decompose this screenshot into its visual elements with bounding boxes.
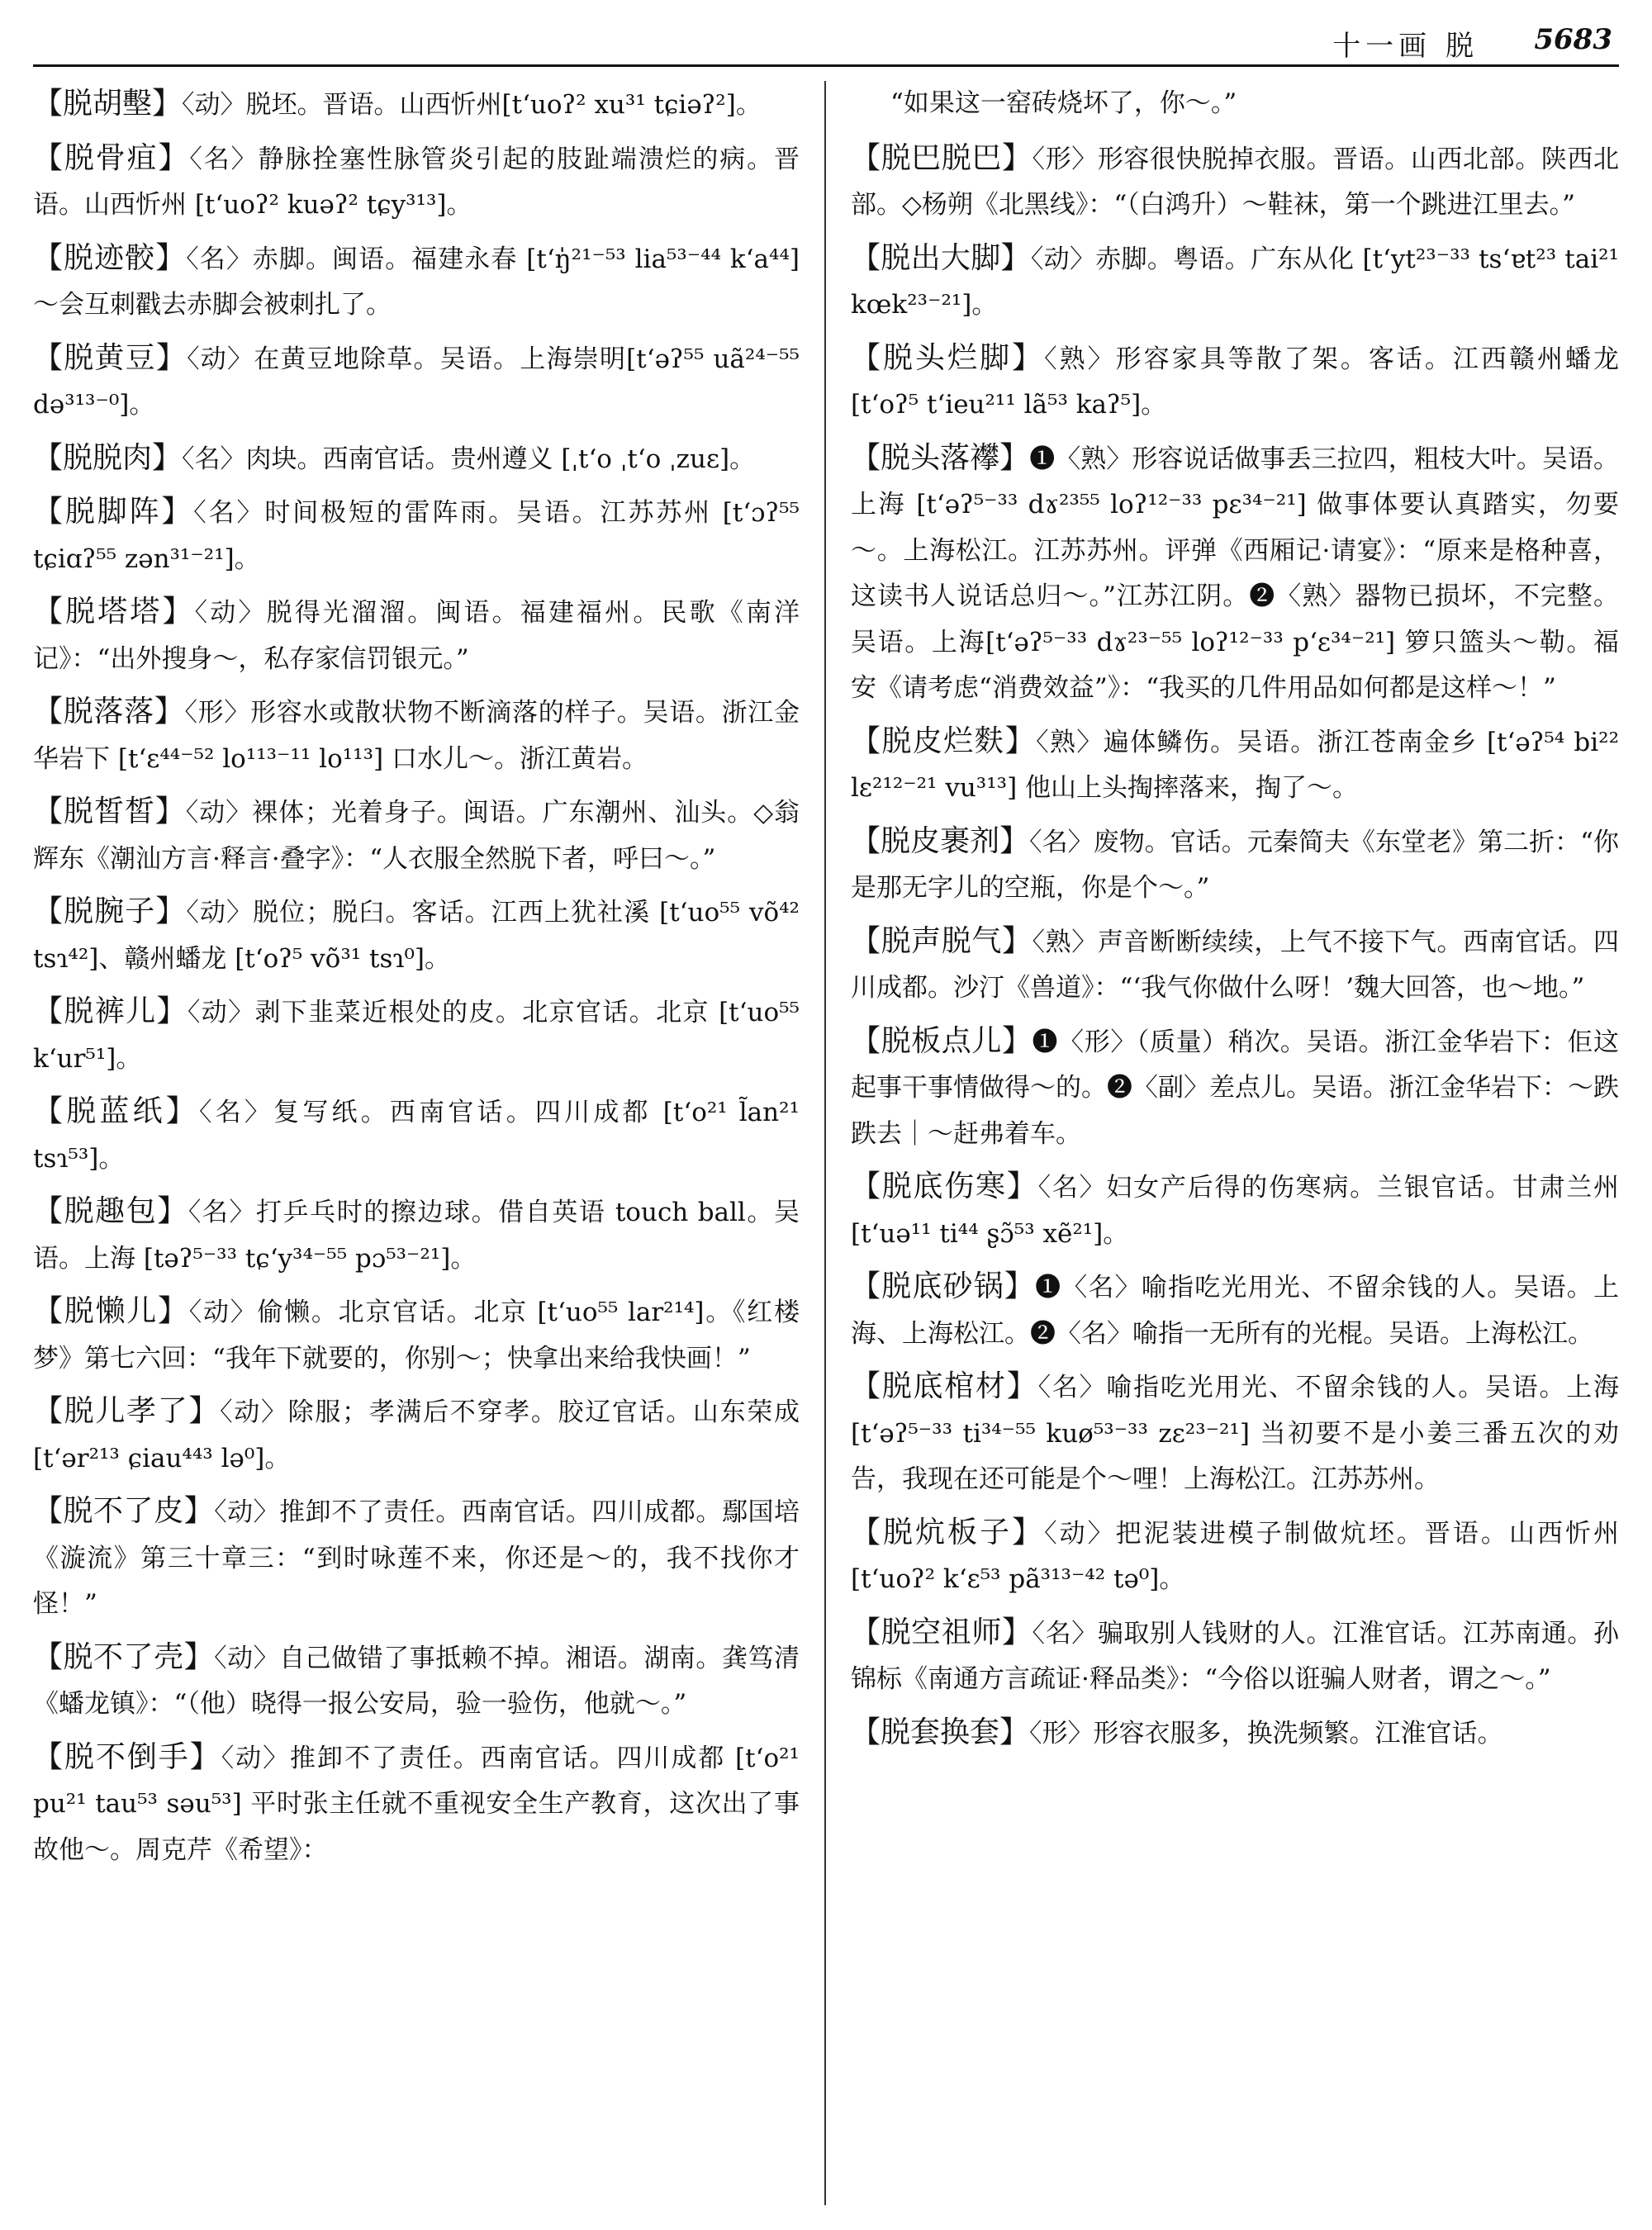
entry-headword: 【脱蓝纸】 xyxy=(33,1094,200,1128)
entry-definition: 〈名〉打乒乓时的擦边球。借自英语 touch ball。吴语。上海 [təʔ⁵⁻³³ tɕʻy³⁴⁻⁵⁵ pɔ⁵³⁻²¹]。 xyxy=(33,1198,800,1274)
entry-headword: 【脱胡墼】 xyxy=(33,87,183,121)
dictionary-entry xyxy=(33,435,800,483)
entry-headword: 【脱皮烂麩】 xyxy=(851,724,1037,758)
dictionary-entry xyxy=(851,1018,1619,1158)
entry-definition: 〈名〉妇女产后得的伤寒病。兰银官话。甘肃兰州 [tʻuə¹¹ ti⁴⁴ ʂɔ̃⁵³ xẽ²¹]。 xyxy=(851,1173,1619,1249)
entry-headword: 【脱不倒手】 xyxy=(33,1739,221,1774)
entry-headword: 【脱黄豆】 xyxy=(33,340,188,375)
entry-headword: 【脱空祖师】 xyxy=(851,1615,1032,1649)
dictionary-entry xyxy=(33,589,800,682)
entry-headword: 【脱炕板子】 xyxy=(851,1515,1045,1549)
dictionary-entry xyxy=(851,818,1619,912)
dictionary-entry xyxy=(33,789,800,882)
entry-definition: 〈动〉剥下韭菜近根处的皮。北京官话。北京 [tʻuo⁵⁵ kʻur⁵¹]。 xyxy=(33,998,800,1074)
entry-definition: 〈动〉裸体；光着身子。闽语。广东潮州、汕头。◇翁辉东《潮汕方言·释言·叠字》：“人衣服全然脱下者，呼曰～。” xyxy=(33,798,800,874)
page-number: 5683 xyxy=(1534,23,1612,56)
dictionary-entry xyxy=(33,1388,800,1482)
dictionary-entry xyxy=(33,1488,800,1628)
dictionary-entry xyxy=(33,335,800,429)
entry-headword: 【脱懒儿】 xyxy=(33,1294,189,1328)
page-header xyxy=(33,18,1619,67)
entry-definition: ❶〈形〉（质量）稍次。吴语。浙江金华岩下：佢这起事干事情做得～的。❷〈副〉差点儿。吴语。浙江金华岩下：～跌跌去｜～赶弗着车。 xyxy=(851,1027,1619,1149)
dictionary-entry xyxy=(851,81,1619,127)
entry-definition: 〈动〉赤脚。粤语。广东从化 [tʻyt²³⁻³³ tsʻɐt²³ tai²¹ kœk²³⁻²¹]。 xyxy=(851,244,1619,320)
dictionary-entry xyxy=(33,689,800,782)
dictionary-entry xyxy=(851,918,1619,1012)
entry-headword: 【脱脱肉】 xyxy=(33,440,183,475)
dictionary-entry xyxy=(33,135,800,229)
dictionary-entry xyxy=(851,1164,1619,1257)
entry-definition: 〈名〉静脉拴塞性脉管炎引起的肢趾端溃烂的病。晋语。山西忻州 [tʻuoʔ² kuəʔ² tɕy³¹³]。 xyxy=(33,144,800,220)
entry-headword: 【脱头落襻】 xyxy=(851,440,1030,475)
entry-definition: 〈名〉时间极短的雷阵雨。吴语。江苏苏州 [tʻɔʔ⁵⁵ tɕiɑʔ⁵⁵ zən³¹⁻²¹]。 xyxy=(33,498,800,574)
dictionary-entry xyxy=(851,719,1619,812)
entry-definition: 〈形〉形容衣服多，换洗频繁。江淮官话。 xyxy=(1029,1718,1503,1748)
entry-definition: 〈动〉除服；孝满后不穿孝。胶辽官话。山东荣成 [tʻər²¹³ ɕiau⁴⁴³ lə⁰]。 xyxy=(33,1397,800,1473)
entry-headword: 【脱皮裹剂】 xyxy=(851,823,1030,858)
dictionary-entry xyxy=(851,435,1619,712)
left-column xyxy=(33,81,826,2205)
entry-definition: 〈熟〉遍体鳞伤。吴语。浙江苍南金乡 [tʻəʔ⁵⁴ bi²² lɛ²¹²⁻²¹ vu³¹³] 他山上头掏摔落来，掏了～。 xyxy=(851,727,1619,803)
entry-headword: 【脱不了壳】 xyxy=(33,1639,215,1674)
entry-definition: 〈形〉形容水或散状物不断滴落的样子。吴语。浙江金华岩下 [tʻɛ⁴⁴⁻⁵² lo¹¹³⁻¹¹ lo¹¹³] 口水儿～。浙江黄岩。 xyxy=(33,698,800,774)
dictionary-entry xyxy=(33,81,800,129)
entry-headword: 【脱脚阵】 xyxy=(33,495,194,529)
entry-definition: 〈名〉骗取别人钱财的人。江淮官话。江苏南通。孙锦标《南通方言疏证·释品类》：“今俗以诳骗人财者，谓之～。” xyxy=(851,1618,1619,1694)
dictionary-entry xyxy=(33,1189,800,1282)
running-head: 十一画 脱 xyxy=(1332,30,1479,63)
dictionary-entry xyxy=(33,1288,800,1382)
entry-definition: 〈动〉自己做错了事抵赖不掉。湘语。湖南。龚笃清《蟠龙镇》：“（他）晓得一报公安局，验一验伤，他就～。” xyxy=(33,1643,800,1719)
entry-headword: 【脱出大脚】 xyxy=(851,240,1031,275)
dictionary-entry xyxy=(33,1734,800,1874)
entry-definition: 〈动〉推卸不了责任。西南官话。四川成都 [tʻo²¹ pu²¹ tau⁵³ səu⁵³] 平时张主任就不重视安全生产教育，这次出了事故他～。周克芹《希望》： xyxy=(33,1743,800,1865)
entry-headword: 【脱板点儿】 xyxy=(851,1023,1032,1058)
entry-headword: 【脱底伤寒】 xyxy=(851,1170,1038,1203)
entry-definition: 〈动〉推卸不了责任。西南官话。四川成都。鄢国培《漩流》第三十章三：“到时咏莲不来，你还是～的，我不找你才怪！” xyxy=(33,1497,800,1619)
entry-definition: 〈动〉偷懒。北京官话。北京 [tʻuo⁵⁵ lar²¹⁴]。《红楼梦》第七六回：“我年下就要的，你别～；快拿出来给我快画！” xyxy=(33,1298,800,1374)
entry-headword: 【脱裤儿】 xyxy=(33,994,188,1028)
dictionary-columns xyxy=(33,81,1619,2205)
entry-headword: 【脱底砂锅】 xyxy=(851,1269,1036,1303)
entry-headword: 【脱底棺材】 xyxy=(851,1369,1038,1403)
entry-headword: 【脱不了皮】 xyxy=(33,1494,215,1528)
entry-headword: 【脱皙皙】 xyxy=(33,795,186,828)
entry-definition: 〈动〉脱坯。晋语。山西忻州[tʻuoʔ² xu³¹ tɕiəʔ²]。 xyxy=(182,90,762,120)
entry-headword: 【脱迹骹】 xyxy=(33,240,187,275)
dictionary-entry xyxy=(851,1510,1619,1603)
entry-headword: 【脱巴脱巴】 xyxy=(851,140,1032,175)
dictionary-entry xyxy=(33,1635,800,1728)
entry-definition: 〈动〉在黄豆地除草。吴语。上海崇明[tʻəʔ⁵⁵ uã²⁴⁻⁵⁵ də³¹³⁻⁰]。 xyxy=(33,344,800,420)
dictionary-entry xyxy=(33,989,800,1082)
entry-definition: 〈名〉喻指吃光用光、不留余钱的人。吴语。上海[tʻəʔ⁵⁻³³ ti³⁴⁻⁵⁵ kuø⁵³⁻³³ zɛ²³⁻²¹] 当初要不是小姜三番五次的劝告，我现在还可能是个～哩！上海松江。江苏苏州。 xyxy=(851,1373,1619,1494)
entry-definition: 〈动〉脱得光溜溜。闽语。福建福州。民歌《南洋记》：“出外搜身～，私存家信罚银元。” xyxy=(33,598,800,674)
entry-definition: 〈名〉废物。官话。元秦简夫《东堂老》第二折：“你是那无字儿的空瓶，你是个～。” xyxy=(851,827,1619,903)
entry-headword: 【脱趣包】 xyxy=(33,1194,188,1228)
entry-definition: 〈名〉复写纸。西南官话。四川成都 [tʻo²¹ l̃an²¹ tsɿ⁵³]。 xyxy=(33,1098,800,1174)
entry-definition: 〈形〉形容很快脱掉衣服。晋语。山西北部。陕西北部。◇杨朔《北黑线》：“（白鸿升）～鞋袜，第一个跳进江里去。” xyxy=(851,144,1619,220)
dictionary-entry xyxy=(851,335,1619,429)
entry-definition: 〈动〉脱位；脱臼。客话。江西上犹社溪 [tʻuo⁵⁵ võ⁴² tsɿ⁴²]、赣州蟠龙 [tʻoʔ⁵ võ³¹ tsɿ⁰]。 xyxy=(33,898,800,974)
entry-headword: 【脱套换套】 xyxy=(851,1715,1030,1749)
entry-definition: ❶〈熟〉形容说话做事丢三拉四，粗枝大叶。吴语。上海 [tʻəʔ⁵⁻³³ dɤ²³⁵⁵ loʔ¹²⁻³³ pɛ³⁴⁻²¹] 做事体要认真踏实，勿要～。上海松江。江苏苏州。评弹《西厢记·请宴》：“原来是格种喜，这读书人说话总归～。”江苏江阴。❷〈熟〉器物已损坏，不完整。吴语。上海[tʻəʔ⁵⁻³³ dɤ²³⁻⁵⁵ loʔ¹²⁻³³ pʻɛ³⁴⁻²¹] 箩只篮头～勒。福安《请考虑“消费效益”》：“我买的几件用品如何都是这样～！” xyxy=(851,444,1619,703)
entry-headword: 【脱落落】 xyxy=(33,695,185,728)
dictionary-entry xyxy=(851,1610,1619,1703)
dictionary-entry xyxy=(851,235,1619,329)
entry-headword: 【脱头烂脚】 xyxy=(851,340,1045,375)
entry-definition: ❶〈名〉喻指吃光用光、不留余钱的人。吴语。上海、上海松江。❷〈名〉喻指一无所有的光棍。吴语。上海松江。 xyxy=(851,1273,1619,1349)
entry-definition: 〈名〉赤脚。闽语。福建永春 [tʻŋ̍²¹⁻⁵³ lia⁵³⁻⁴⁴ kʻa⁴⁴]～会互刺戳去赤脚会被刺扎了。 xyxy=(33,244,800,320)
entry-definition: “如果这一窑砖烧坏了，你～。” xyxy=(890,88,1237,118)
entry-headword: 【脱骨疽】 xyxy=(33,140,190,175)
entry-definition: 〈熟〉形容家具等散了架。客话。江西赣州蟠龙 [tʻoʔ⁵ tʻieu²¹¹ lã⁵³ kaʔ⁵]。 xyxy=(851,344,1619,420)
entry-definition: 〈名〉肉块。西南官话。贵州遵义 [ˌtʻo ˌtʻo ˌzuɛ]。 xyxy=(182,444,756,474)
entry-headword: 【脱塔塔】 xyxy=(33,595,195,629)
entry-headword: 【脱声脱气】 xyxy=(851,923,1032,958)
entry-definition: 〈动〉把泥装进模子制做炕坯。晋语。山西忻州 [tʻuoʔ² kʻɛ⁵³ pã³¹³⁻⁴² tə⁰]。 xyxy=(851,1518,1619,1594)
dictionary-entry xyxy=(851,1364,1619,1503)
right-column xyxy=(826,81,1619,2205)
entry-definition: 〈熟〉声音断断续续，上气不接下气。西南官话。四川成都。沙汀《兽道》：“‘我气你做什么呀！’魏大回答，也～地。” xyxy=(851,927,1619,1003)
entry-headword: 【脱儿孝了】 xyxy=(33,1394,221,1428)
dictionary-entry xyxy=(851,1710,1619,1758)
dictionary-entry xyxy=(33,235,800,329)
dictionary-entry xyxy=(851,1264,1619,1357)
dictionary-entry xyxy=(33,1089,800,1182)
dictionary-entry xyxy=(33,489,800,582)
dictionary-entry xyxy=(851,135,1619,229)
dictionary-entry xyxy=(33,889,800,982)
entry-headword: 【脱腕子】 xyxy=(33,894,187,928)
